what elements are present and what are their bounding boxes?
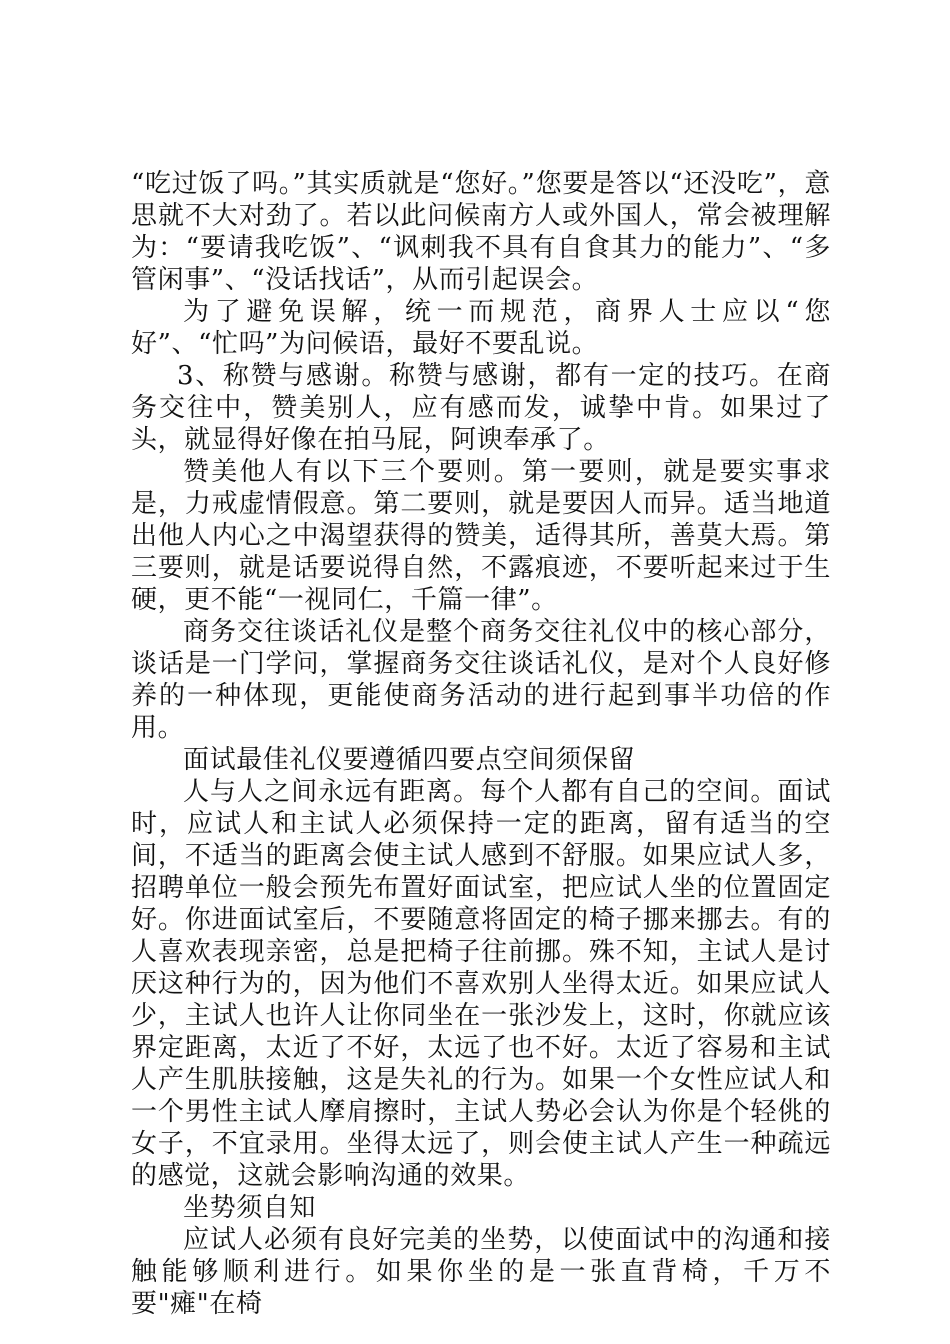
paragraph-praise-rules: 赞美他人有以下三个要则。第一要则，就是要实事求是，力戒虚情假意。第二要则，就是要因人而异。适当地道出他人内心之中渴望获得的赞美，适得其所，善莫大焉。第三要则，就是话要说得自然，不露痕迹，不要听起来过于生硬，更不能“一视同仁，千篇一律”。 (131, 457, 831, 615)
paragraph-praise-thanks: 3、称赞与感谢。称赞与感谢，都有一定的技巧。在商务交往中，赞美别人，应有感而发，诚挚中肯。如果过了头，就显得好像在拍马屁，阿谀奉承了。 (131, 361, 831, 455)
document-body (131, 168, 831, 1320)
paragraph-greeting-example: “吃过饭了吗。”其实质就是“您好。”您要是答以“还没吃”，意思就不大对劲了。若以此问候南方人或外国人，常会被理解为：“要请我吃饭”、“讽刺我不具有自食其力的能力”、“多管闲事”、“没话找话”，从而引起误会。 (131, 169, 831, 295)
paragraph-conversation-etiquette: 商务交往谈话礼仪是整个商务交往礼仪中的核心部分，谈话是一门学问，掌握商务交往谈话礼仪，是对个人良好修养的一种体现，更能使商务活动的进行起到事半功倍的作用。 (131, 617, 831, 743)
paragraph-greeting-advice: 为了避免误解，统一而规范，商界人士应以“您好”、“忙吗”为问候语，最好不要乱说。 (131, 297, 831, 359)
paragraph-sitting-posture: 应试人必须有良好完美的坐势，以使面试中的沟通和接触能够顺利进行。如果你坐的是一张直背椅，千万不要"瘫"在椅 (131, 1225, 831, 1319)
paragraph-interview-distance: 人与人之间永远有距离。每个人都有自己的空间。面试时，应试人和主试人必须保持一定的距离，留有适当的空间，不适当的距离会使主试人感到不舒服。如果应试人多，招聘单位一般会预先布置好面试室，把应试人坐的位置固定好。你进面试室后，不要随意将固定的椅子挪来挪去。有的人喜欢表现亲密，总是把椅子往前挪。殊不知，主试人是讨厌这种行为的，因为他们不喜欢别人坐得太近。如果应试人少，主试人也许人让你同坐在一张沙发上，这时，你就应该界定距离，太近了不好，太远了也不好。太近了容易和主试人产生肌肤接触，这是失礼的行为。如果一个女性应试人和一个男性主试人摩肩擦时，主试人势必会认为你是个轻佻的女子，不宜录用。坐得太远了，则会使主试人产生一种疏远的感觉，这就会影响沟通的效果。 (131, 777, 831, 1191)
section-heading-space: 面试最佳礼仪要遵循四要点空间须保留 (183, 745, 636, 775)
section-heading-posture: 坐势须自知 (183, 1193, 317, 1223)
